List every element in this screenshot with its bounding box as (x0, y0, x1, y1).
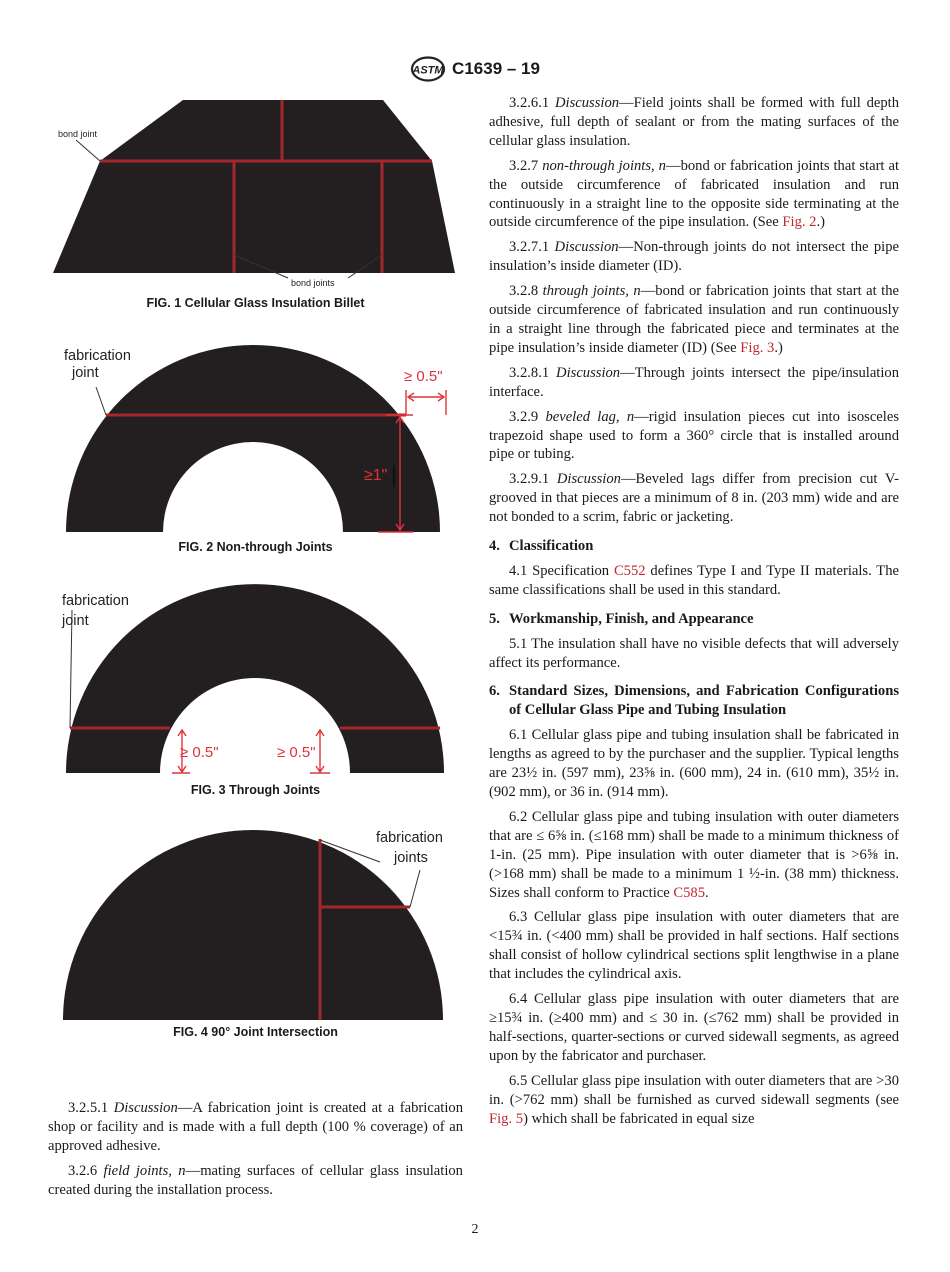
paragraph-4-1: 4.1 Specification C552 defines Type I and Type II materials. The same classifications shall be used in this standard. (489, 562, 899, 598)
section-5-heading: 5. Workmanship, Finish, and Appearance (489, 610, 754, 627)
paragraph-6-3: 6.3 Cellular glass pipe insulation with outer diameters that are <15¾ in. (<400 mm) shall be provided in half sections. Half sections shall consist of hollow cylindrical sections split lengthwise in a plane that includes the cylindrical axis. (489, 909, 899, 983)
paragraph-6-1: 6.1 Cellular glass pipe and tubing insulation shall be fabricated in lengths as agreed to by the purchaser and the supplier. Typical lengths are 23½ in. (597 mm), 23⅝ in. (600 mm), 24 in. (610 mm), 35½ in. (902 mm), or 36 in. (914 mm). (489, 727, 899, 800)
section-6-heading: 6. Standard Sizes, Dimensions, and Fabrication Configurations of Cellular Glass Pipe and Tubing Insulation (489, 683, 899, 719)
bond-joints-label: bond joints (291, 278, 335, 288)
figure-2-caption: FIG. 2 Non-through Joints (178, 540, 333, 554)
figure-1-caption: FIG. 1 Cellular Glass Insulation Billet (146, 296, 365, 310)
document-header (0, 56, 950, 82)
half-shell (66, 584, 444, 773)
svg-text:ASTM: ASTM (412, 64, 444, 77)
dimension-right: ≥ 0.5" (277, 744, 316, 761)
fabrication-label-line1: fabrication (64, 348, 131, 364)
paragraph-6-5: 6.5 Cellular glass pipe insulation with outer diameters that are >30 in. (>762 mm) shall be furnished as curved sidewall segments (see Fig. 5) which shall be fabricated in equal size (489, 1072, 900, 1127)
paragraph-3-2-9-1: 3.2.9.1 Discussion—Beveled lags differ from precision cut V-grooved in that pieces are a minimum of 8 in. (203 mm) wide and are not bonded to a scrim, fabric or jacketing. (489, 471, 899, 526)
fig-5-link[interactable]: Fig. 5 (489, 1110, 524, 1127)
paragraph-3-2-9: 3.2.9 beveled lag, n—rigid insulation pieces cut into isosceles trapezoid shape used to form a 360° circle that is installed around pipe or tubing. (489, 408, 899, 463)
paragraph-3-2-7: 3.2.7 non-through joints, n—bond or fabrication joints that start at the outside circumference of fabricated insulation and run continuously in a straight line to the opposite side terminating at the outside circumference of the pipe insulation. (See Fig. 2.) (489, 157, 900, 231)
right-column (489, 94, 899, 1134)
bond-joint-label: bond joint (58, 129, 98, 139)
section-4-heading: 4. Classification (489, 538, 594, 555)
fabrication-label-line1: fabrication (376, 830, 443, 846)
c585-link[interactable]: C585 (673, 884, 706, 901)
fabrication-label-line1: fabrication (62, 593, 129, 609)
billet-shape (53, 100, 455, 273)
fabrication-label-line2: joint (72, 365, 99, 381)
designation: C1639 – 19 (452, 59, 540, 78)
paragraph-3-2-8-1: 3.2.8.1 Discussion—Through joints intersect the pipe/insulation interface. (489, 364, 899, 400)
paragraph-6-2: 6.2 Cellular glass pipe and tubing insulation with outer diameters that are ≤ 6⅝ in. (≤168 mm) shall be made to a minimum thickness of 1-in. (25 mm). Pipe insulation with outer diameter that is >6⅝ in. (>168 mm) shall be made to a minimum 1 ½-in. (38 mm) thickness. Sizes shall conform to Practice C585. (489, 808, 899, 901)
paragraph-3-2-8: 3.2.8 through joints, n—bond or fabrication joints that start at the outside circumference of fabricated insulation and run continuously in a straight line through the fabricated piece and terminates at the pipe insulation’s inside diameter (ID) (See Fig. 3.) (489, 283, 899, 356)
paragraph-3-2-5-1: 3.2.5.1 Discussion—A fabrication joint is created at a fabrication shop or facility and is made with a full depth (100 % coverage) of an approved adhesive. (48, 1100, 463, 1154)
left-column (48, 1099, 463, 1206)
dimension-left: ≥ 0.5" (180, 744, 219, 761)
figure-3-caption: FIG. 3 Through Joints (190, 783, 321, 797)
paragraph-3-2-6-1: 3.2.6.1 Discussion—Field joints shall be formed with full depth adhesive, full depth of sealant or from the mating surfaces of the cellular glass insulation. (489, 95, 900, 149)
astm-logo (410, 56, 446, 82)
c552-link[interactable]: C552 (613, 562, 646, 579)
paragraph-3-2-6: 3.2.6 field joints, n—mating surfaces of cellular glass insulation created during the installation process. (48, 1162, 463, 1198)
paragraph-5-1: 5.1 The insulation shall have no visible defects that will adversely affect its performance. (489, 635, 899, 671)
figure-4-90-degree-joint (48, 822, 463, 1022)
fabrication-label-line2: joint (62, 613, 89, 629)
page-number: 2 (471, 1222, 479, 1237)
dimension-vertical: ≥1" (364, 467, 388, 484)
figure-4-caption: FIG. 4 90° Joint Intersection (173, 1025, 338, 1039)
dimension-horizontal: ≥ 0.5" (404, 368, 443, 385)
fabrication-label-line2: joints (394, 850, 428, 866)
paragraph-6-4: 6.4 Cellular glass pipe insulation with outer diameters that are ≥15¾ in. (≥400 mm) and ≤ 30 in. (≤762 mm) shall be provided in half-sections, quarter-sections or curved sidewall segments, as agreed upon by the fabricator and purchaser. (489, 991, 899, 1064)
half-shell (63, 830, 443, 1020)
paragraph-3-2-7-1: 3.2.7.1 Discussion—Non-through joints do not intersect the pipe insulation’s inside diameter (ID). (489, 239, 899, 275)
fig-3-link[interactable]: Fig. 3 (740, 339, 775, 356)
figure-1-billet (48, 95, 463, 295)
half-shell (66, 345, 440, 532)
figure-2-non-through-joints (48, 335, 463, 535)
fig-2-link[interactable]: Fig. 2 (782, 214, 817, 231)
figure-3-through-joints (48, 580, 463, 780)
